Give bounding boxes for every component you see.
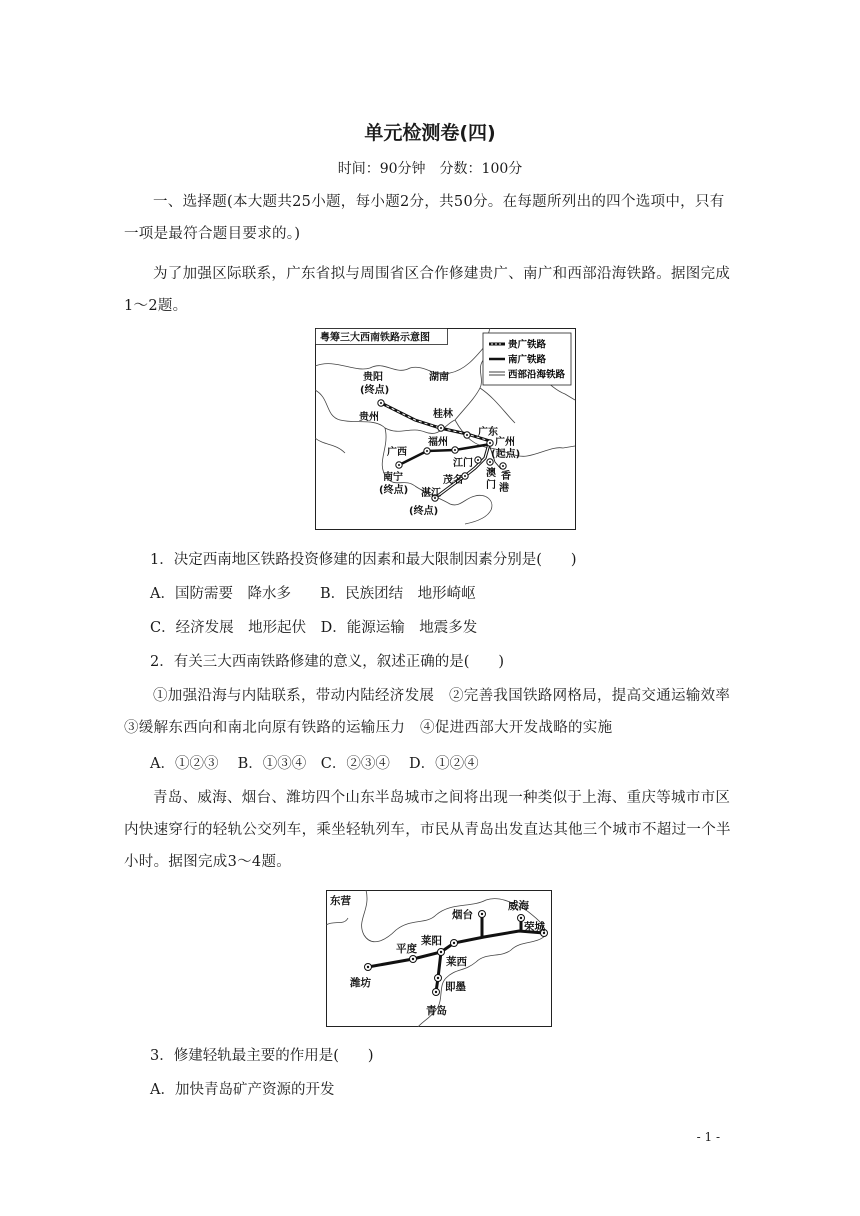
page-number: - 1 -	[696, 1130, 720, 1144]
label-pingdu: 平度	[396, 943, 417, 955]
label-jiangmen: 江门	[453, 458, 473, 469]
label-zhanjiang-end: (终点)	[409, 506, 439, 517]
label-laiyang: 莱阳	[421, 935, 442, 947]
label-dongying: 东营	[330, 895, 351, 907]
section-heading: 一、选择题(本大题共25小题，每小题2分，共50分。在每题所列出的四个选项中，只有一项是最符合题目要求的。)	[124, 194, 725, 242]
map-title: 粤筹三大西南铁路示意图	[320, 332, 430, 344]
question-2: 2．有关三大西南铁路修建的意义，叙述正确的是( )	[150, 654, 505, 670]
label-fuzhou: 福州	[428, 437, 448, 448]
label-guangxi: 广西	[387, 447, 407, 458]
question-1: 1．决定西南地区铁路投资修建的因素和最大限制因素分别是( )	[150, 552, 577, 568]
railway-map-figure	[315, 328, 576, 530]
label-guiyang: 贵阳	[363, 372, 383, 383]
exam-time-score: 时间：90分钟 分数：100分	[337, 161, 523, 177]
question-3: 3．修建轻轨最主要的作用是( )	[150, 1048, 374, 1064]
light-rail-map-figure	[326, 890, 552, 1027]
label-rongcheng: 荣城	[524, 921, 545, 933]
question-2-statements: ①加强沿海与内陆联系，带动内陆经济发展 ②完善我国铁路网格局，提高交通运输效率 ③缓解东西向和南北向原有铁路的运输压力 ④促进西部大开发战略的实施	[124, 688, 746, 736]
label-weifang: 潍坊	[350, 977, 371, 989]
question-1-options-cd: C．经济发展 地形起伏 D．能源运输 地震多发	[150, 620, 478, 636]
label-maoming: 茂名	[443, 475, 463, 486]
label-hk-1: 香	[501, 471, 511, 482]
question-3-option-a: A．加快青岛矿产资源的开发	[150, 1082, 335, 1098]
question-intro-1: 为了加强区际联系，广东省拟与周围省区合作修建贵广、南广和西部沿海铁路。据图完成1～2题。	[124, 266, 731, 314]
label-weihai: 威海	[508, 900, 529, 912]
label-zhanjiang: 湛江	[421, 488, 441, 499]
label-yantai: 烟台	[452, 909, 473, 921]
label-guilin: 桂林	[433, 409, 453, 420]
label-laixi: 莱西	[446, 956, 467, 968]
label-jimo: 即墨	[445, 981, 466, 993]
question-intro-2: 青岛、威海、烟台、潍坊四个山东半岛城市之间将出现一种类似于上海、重庆等城市市区内快速穿行的轻轨公交列车，乘坐轻轨列车，市民从青岛出发直达其他三个城市不超过一个半小时。据图完成3～4题。	[124, 790, 731, 870]
label-guangzhou: 广州	[495, 437, 515, 448]
question-1-options-ab: A．国防需要 降水多 B．民族团结 地形崎岖	[150, 586, 476, 602]
label-nanning: 南宁	[383, 472, 403, 483]
label-guizhou: 贵州	[359, 412, 379, 423]
label-macau-1: 澳	[486, 468, 496, 479]
label-nanning-end: (终点)	[379, 485, 409, 496]
label-hk-2: 港	[499, 483, 509, 494]
legend-guiguang: 贵广铁路	[508, 339, 547, 351]
label-macau-2: 门	[486, 480, 496, 491]
label-hunan: 湖南	[429, 372, 449, 383]
page-title: 单元检测卷(四)	[364, 122, 496, 144]
label-guiyang-end: (终点)	[360, 385, 390, 396]
label-guangzhou-start: (起点)	[491, 449, 521, 460]
label-guangdong: 广东	[478, 427, 498, 438]
legend-nanguang: 南广铁路	[508, 354, 547, 366]
question-2-options: A．①②③ B．①③④ C．②③④ D．①②④	[150, 756, 479, 772]
legend-xibu: 西部沿海铁路	[508, 369, 566, 381]
label-qingdao: 青岛	[426, 1005, 447, 1017]
